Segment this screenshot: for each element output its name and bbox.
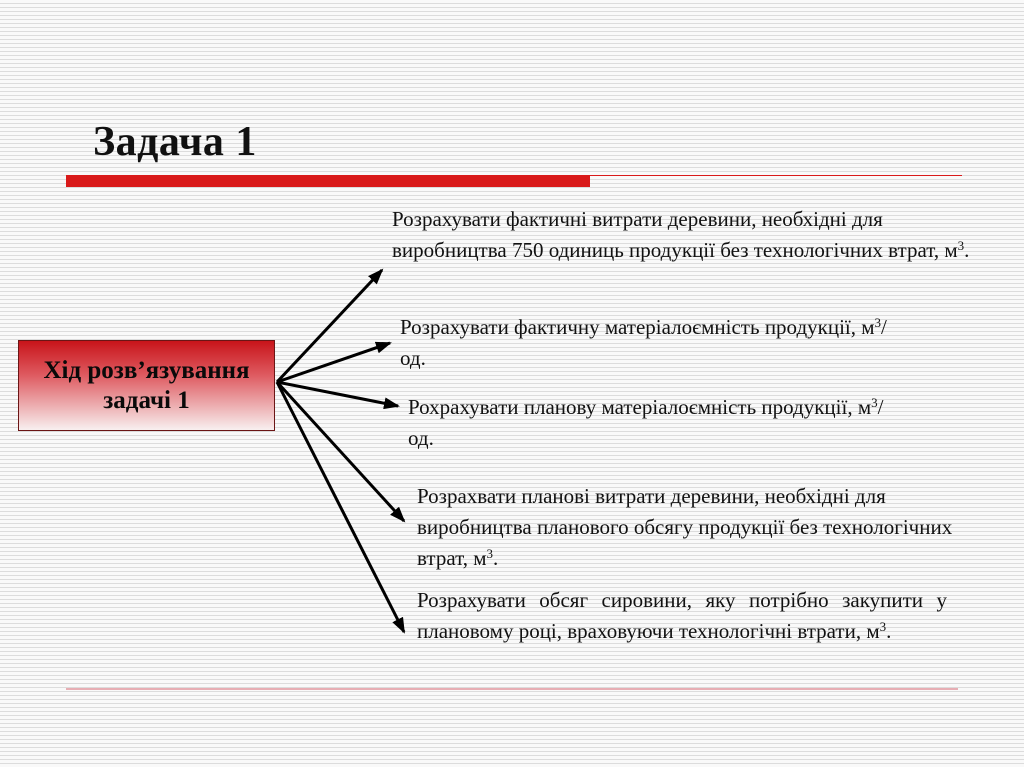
step-3-sup: 3 <box>871 395 878 410</box>
step-5-text: Розрахувати обсяг сировини, яку потрібно закупити у плановому році, враховуючи технологічні втрати, м <box>417 588 947 643</box>
step-4-text: Розрахвати планові витрати деревини, необхідні для виробництва планового обсягу продукції без технологічних втрат, м <box>417 484 953 570</box>
footer-rule <box>66 688 958 690</box>
arrow-to-step-5 <box>277 382 404 632</box>
step-2-text: Розрахувати фактичну матеріалоємність продукції, м <box>400 315 875 339</box>
step-5-tail: . <box>886 619 892 643</box>
step-3 <box>408 392 908 454</box>
step-1-sup: 3 <box>957 238 965 253</box>
step-3-tail: /од. <box>408 395 884 450</box>
step-5 <box>417 585 947 647</box>
slide-title: Задача 1 <box>93 119 257 165</box>
step-5-sup: 3 <box>879 619 887 634</box>
step-3-text: Рохрахувати планову матеріалоємність продукції, м <box>408 395 872 419</box>
step-4-tail: . <box>493 546 499 570</box>
step-1-text: Розрахувати фактичні витрати деревини, необхідні для виробництва 750 одиниць продукції без технологічних втрат, м <box>392 207 958 262</box>
root-label-line2: задачі 1 <box>103 386 190 414</box>
step-1-tail: . <box>964 238 970 262</box>
step-2-tail: /од. <box>400 315 887 370</box>
step-4-sup: 3 <box>486 546 493 561</box>
step-2 <box>400 312 900 374</box>
step-4 <box>417 481 962 574</box>
root-label-line1: Хід розв’язування <box>43 356 250 384</box>
step-1 <box>392 204 1002 266</box>
step-2-sup: 3 <box>874 315 882 330</box>
